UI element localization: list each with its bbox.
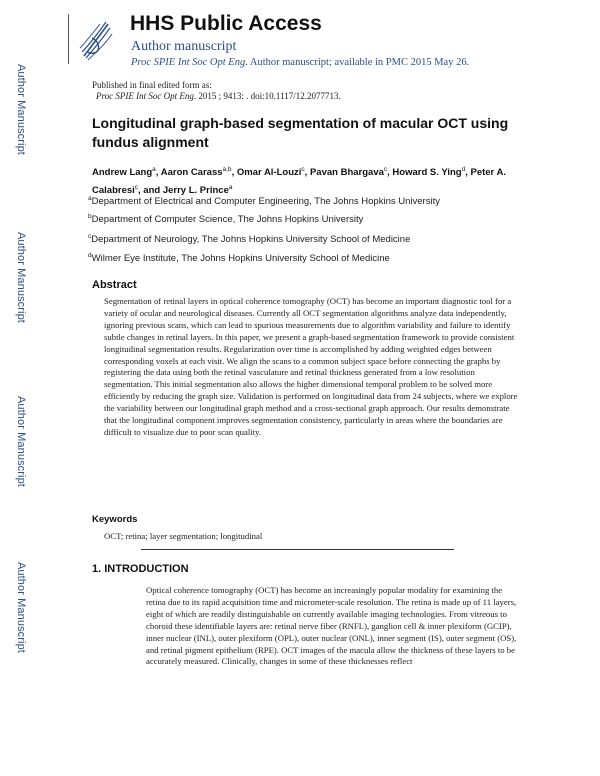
affiliation-mark: a	[88, 195, 92, 202]
author-separator: ,	[465, 167, 471, 179]
hhs-title: HHS Public Access	[130, 12, 322, 35]
author-name: Howard S. Ying	[392, 167, 462, 179]
publication-journal: Proc SPIE Int Soc Opt Eng	[96, 91, 194, 101]
sidebar-label-3: Author Manuscript	[15, 396, 27, 487]
citation-availability: . Author manuscript; available in PMC 2015 May 26.	[245, 57, 470, 68]
affiliation-text: Department of Computer Science, The Johns Hopkins University	[91, 214, 364, 226]
author-name: Omar Al-Louzi	[236, 167, 302, 179]
author-separator: ,	[231, 167, 237, 179]
affiliation-d	[88, 252, 390, 264]
affiliation-text: Department of Electrical and Computer Engineering, The Johns Hopkins University	[91, 196, 440, 208]
hhs-eagle-icon	[78, 18, 114, 62]
author-affiliation-mark: a	[152, 166, 156, 173]
affiliation-mark: b	[88, 213, 92, 220]
section-divider	[141, 549, 454, 550]
affiliation-c	[88, 233, 410, 245]
author-affiliation-mark: c	[134, 184, 139, 192]
author-affiliation-mark: d	[461, 166, 466, 173]
citation-journal: Proc SPIE Int Soc Opt Eng	[131, 57, 246, 68]
author-affiliation-mark: a,b	[222, 166, 232, 173]
author-name: Aaron Carass	[160, 167, 223, 179]
affiliation-text: Department of Neurology, The Johns Hopkins University School of Medicine	[91, 234, 411, 246]
author-name: Peter A. Calabresi	[92, 167, 507, 197]
published-label: Published in final edited form as:	[92, 80, 212, 90]
affiliation-text: Wilmer Eye Institute, The Johns Hopkins University School of Medicine	[91, 253, 390, 265]
abstract-heading: Abstract	[92, 279, 137, 291]
paper-title: Longitudinal graph-based segmentation of macular OCT using fundus alignment	[92, 115, 509, 150]
author-affiliation-mark: c	[383, 166, 388, 173]
author-separator: ,	[387, 167, 393, 179]
author-separator: ,	[155, 167, 161, 179]
author-separator: ,	[304, 167, 310, 179]
availability-citation	[131, 57, 469, 68]
author-final-separator: , and	[138, 185, 163, 197]
affiliation-mark: d	[88, 252, 92, 259]
author-name: Andrew Lang	[92, 167, 153, 179]
sidebar-label-2: Author Manuscript	[15, 232, 27, 323]
publication-details	[96, 91, 341, 101]
author-name: Pavan Bhargava	[309, 167, 384, 179]
intro-heading: 1. INTRODUCTION	[92, 563, 189, 575]
author-affiliation-mark: c	[301, 166, 305, 173]
keywords-text: OCT; retina; layer segmentation; longitudinal	[104, 531, 263, 541]
manuscript-label: Author manuscript	[131, 39, 237, 54]
affiliation-a	[88, 195, 440, 207]
publication-doi: . 2015 ; 9413: . doi:10.1117/12.2077713.	[193, 91, 341, 101]
author-list	[92, 162, 522, 198]
affiliation-b	[88, 213, 363, 225]
affiliation-mark: c	[88, 233, 92, 240]
header-divider	[68, 14, 69, 64]
sidebar-label-1: Author Manuscript	[15, 64, 27, 155]
abstract-text: Segmentation of retinal layers in optical coherence tomography (OCT) has become an important diagnostic tool for a variety of ocular and neurological diseases. Currently all OCT segmentation algorithms analyze data independently, ignoring previous scans, which can lead to spurious measurements due to algorithm variability and failure to identify subtle changes in retinal layers. In this paper, we present a graph-based segmentation framework to provide consistent longitudinal segmentation results. Regularization over time is accomplished by adding weighted edges between corresponding voxels at each visit. We align the scans to a common subject space before connecting the graphs by registering the data using both the retinal vasculature and retinal thickness generated from a low resolution segmentation. This initial segmentation also allows the higher dimensional temporal problem to be solved more efficiently by reducing the graph size. Validation is performed on longitudinal data from 24 subjects, where we explore the variability between our longitudinal graph method and a cross-sectional graph approach. Our results demonstrate that the longitudinal component improves segmentation consistency, particularly in areas where the boundaries are difficult to visualize due to poor scan quality.	[104, 296, 518, 437]
intro-text: Optical coherence tomography (OCT) has become an increasingly popular modality for examining the retina due to its rapid acquisition time and micrometer-scale resolution. The retina is made up of 11 layers, eight of which are readily distinguishable on currently available imaging technologies. From vitreous to choroid these identifiable layers are: retinal nerve fiber (RNFL), ganglion cell & inner plexiform (GCIP), inner nuclear (INL), outer plexiform (OPL), outer nuclear (ONL), inner segment (IS), outer segment (OS), and retinal pigment epithelium (RPE). OCT images of the macula allow the thickness of these layers to be accurately measured. Clinically, changes in some of these thicknesses reflect	[146, 585, 517, 667]
author-affiliation-mark: a	[228, 184, 233, 192]
sidebar-label-4: Author Manuscript	[15, 562, 27, 653]
author-name: Jerry L. Prince	[162, 185, 229, 197]
keywords-heading: Keywords	[92, 514, 138, 525]
